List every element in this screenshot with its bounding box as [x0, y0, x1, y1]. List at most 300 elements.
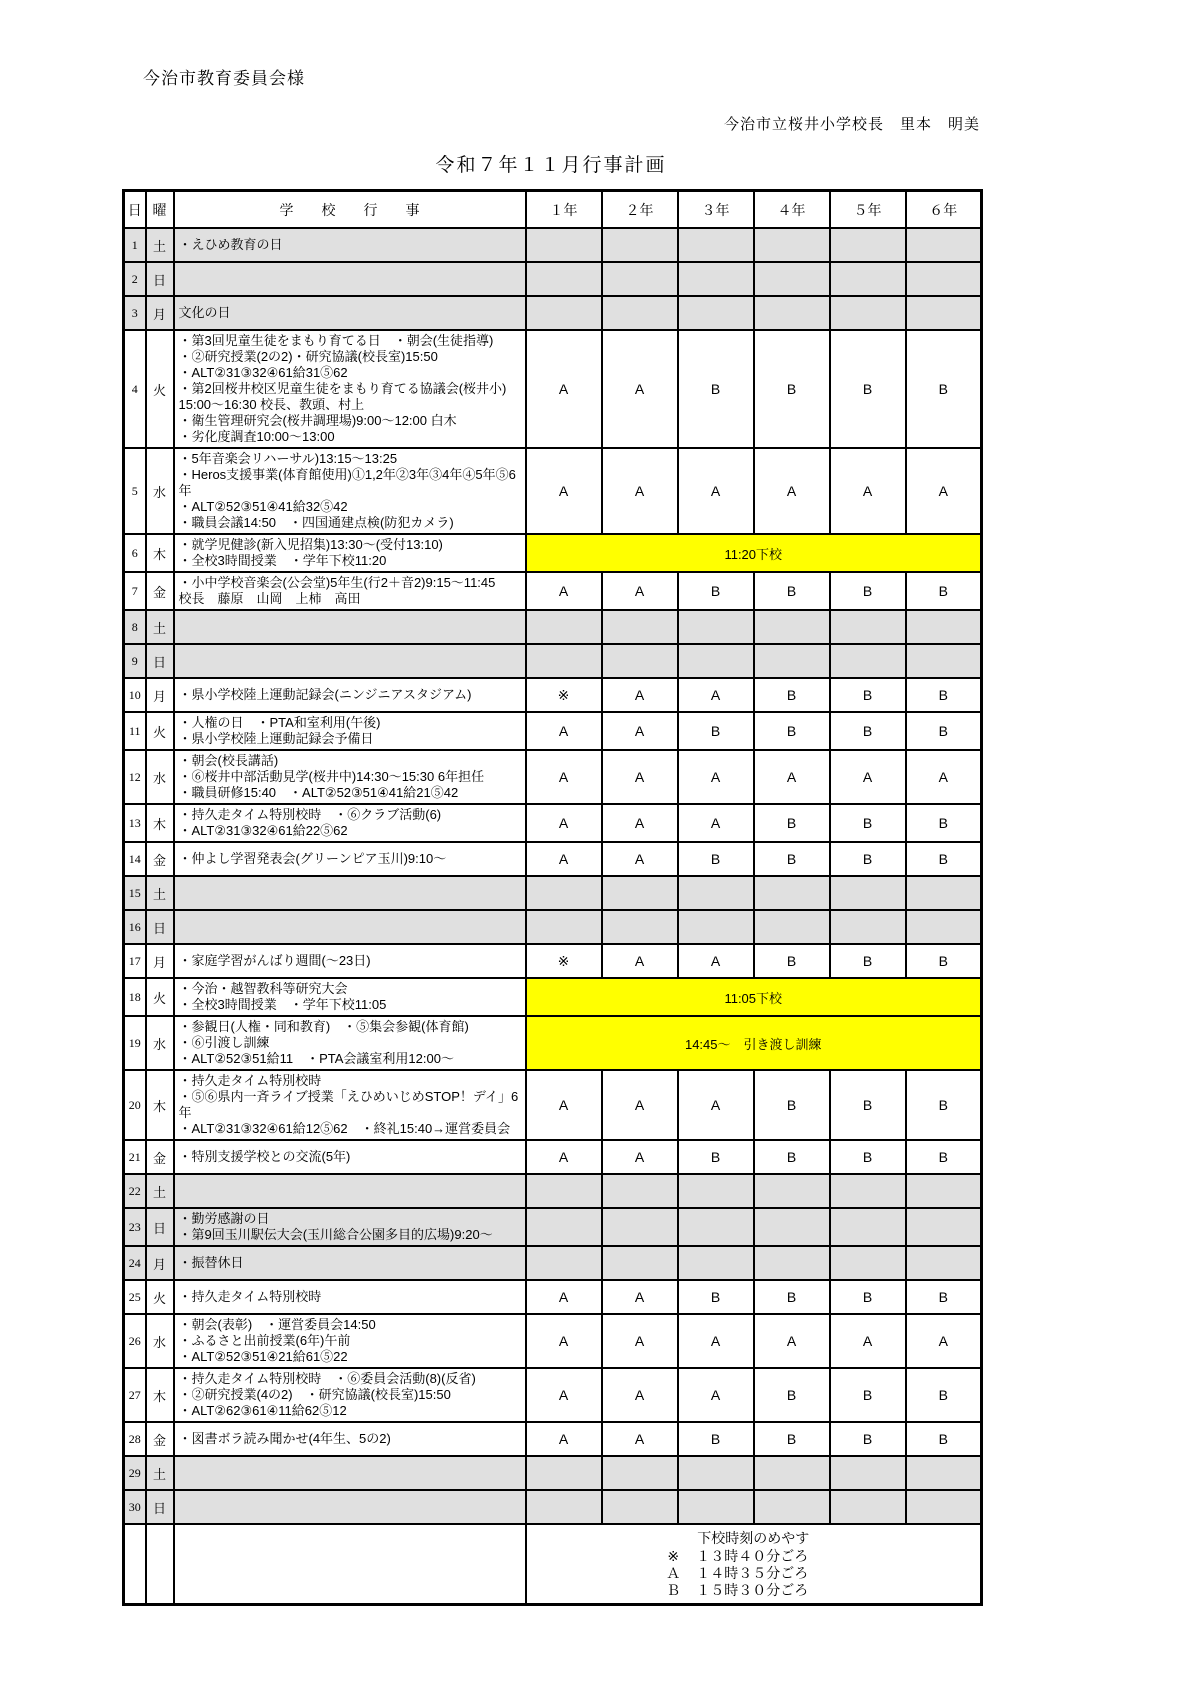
event-line: ・第3回児童生徒をまもり育てる日 ・朝会(生徒指導)	[178, 333, 494, 348]
grade-cell: A	[602, 572, 678, 610]
grade-cell	[602, 1174, 678, 1208]
weekday-cell: 火	[146, 712, 174, 750]
grade-cell	[754, 228, 830, 262]
grade-cell: B	[754, 572, 830, 610]
grade-cell: B	[754, 1070, 830, 1140]
grade-cell: ※	[526, 944, 602, 978]
grade-cell	[602, 876, 678, 910]
event-line: 15:00～16:30 校長、教頭、村上	[178, 397, 365, 412]
grade-cell	[526, 262, 602, 296]
schedule-row	[124, 572, 982, 610]
header-event: 学 校 行 事	[174, 191, 526, 229]
header-grade-1: １年	[526, 191, 602, 229]
event-line: ・えひめ教育の日	[178, 237, 283, 252]
event-line: ・⑥桜井中部活動見学(桜井中)14:30～15:30 6年担任	[178, 769, 485, 784]
grade-cell: A	[526, 804, 602, 842]
event-line: ・就学児健診(新入児招集)13:30～(受付13:10)	[178, 537, 443, 552]
grade-cell: B	[906, 572, 982, 610]
grade-cell: B	[754, 944, 830, 978]
day-cell: 7	[124, 572, 146, 610]
schedule-row	[124, 1422, 982, 1456]
schedule-table	[122, 189, 983, 1606]
weekday-cell: 土	[146, 1174, 174, 1208]
event-cell	[174, 1246, 526, 1280]
grade-cell: A	[526, 750, 602, 804]
grade-cell	[754, 1208, 830, 1246]
grade-cell	[754, 876, 830, 910]
event-cell	[174, 804, 526, 842]
event-cell	[174, 1070, 526, 1140]
grade-cell: B	[830, 1070, 906, 1140]
dismissal-note-symbol: Ｂ	[666, 1584, 681, 1599]
event-cell	[174, 610, 526, 644]
grade-cell: A	[754, 1314, 830, 1368]
event-line: ・ふるさと出前授業(6年)午前	[178, 1333, 351, 1348]
event-line: ・小中学校音楽会(公会堂)5年生(行2＋音2)9:15～11:45	[178, 575, 496, 590]
event-line: ・持久走タイム特別校時	[178, 1289, 322, 1304]
event-line: ・職員会議14:50 ・四国通建点検(防犯カメラ)	[178, 515, 454, 530]
grade-cell	[906, 228, 982, 262]
grade-cell: A	[678, 804, 754, 842]
addressee: 今治市教育委員会様	[143, 69, 305, 88]
weekday-cell: 日	[146, 1490, 174, 1524]
grade-cell	[906, 1246, 982, 1280]
weekday-cell: 土	[146, 610, 174, 644]
grade-cell: A	[602, 448, 678, 534]
grade-cell	[678, 1246, 754, 1280]
grade-cell	[526, 1174, 602, 1208]
event-cell	[174, 1456, 526, 1490]
grade-cell	[830, 644, 906, 678]
schedule-row	[124, 1174, 982, 1208]
grade-cell: B	[678, 1422, 754, 1456]
grade-cell	[754, 1490, 830, 1524]
weekday-cell: 日	[146, 644, 174, 678]
grade-cell: A	[526, 1280, 602, 1314]
grade-cell	[830, 1174, 906, 1208]
dismissal-note-row	[124, 1524, 982, 1605]
grade-cell: A	[526, 1368, 602, 1422]
grade-cell	[678, 228, 754, 262]
event-line: ・5年音楽会リハーサル)13:15～13:25	[178, 451, 398, 466]
grade-cell: A	[602, 678, 678, 712]
event-cell	[174, 572, 526, 610]
event-line: ・職員研修15:40 ・ALT②52③51④41給21⑤42	[178, 785, 459, 800]
dismissal-note-cell	[526, 1524, 982, 1605]
weekday-cell: 土	[146, 1456, 174, 1490]
header-grade-3: ３年	[678, 191, 754, 229]
weekday-cell: 土	[146, 228, 174, 262]
event-line: ・家庭学習がんばり週間(～23日)	[178, 953, 371, 968]
grade-cell	[906, 610, 982, 644]
grade-cell: A	[602, 1422, 678, 1456]
schedule-row	[124, 330, 982, 448]
grade-cell	[754, 644, 830, 678]
grade-cell	[678, 296, 754, 330]
event-cell	[174, 1280, 526, 1314]
grade-cell: A	[906, 1314, 982, 1368]
grade-cell	[754, 1456, 830, 1490]
event-cell	[174, 1422, 526, 1456]
schedule-row	[124, 534, 982, 572]
grade-cell: A	[830, 1314, 906, 1368]
schedule-row	[124, 1368, 982, 1422]
grade-cell	[602, 262, 678, 296]
event-line: ・ALT②52③51④21給61⑤22	[178, 1349, 348, 1364]
event-line: ・ALT②31③32④61給22⑤62	[178, 823, 348, 838]
event-line: ・朝会(校長講話)	[178, 753, 279, 768]
grade-cell: B	[906, 1422, 982, 1456]
day-cell: 11	[124, 712, 146, 750]
grade-cell	[678, 262, 754, 296]
event-cell	[174, 448, 526, 534]
grade-cell	[754, 1174, 830, 1208]
day-cell: 23	[124, 1208, 146, 1246]
grade-cell: A	[526, 1070, 602, 1140]
weekday-cell: 水	[146, 1314, 174, 1368]
grade-cell: B	[754, 1140, 830, 1174]
weekday-cell: 金	[146, 1140, 174, 1174]
day-cell: 6	[124, 534, 146, 572]
weekday-cell: 水	[146, 448, 174, 534]
schedule-row	[124, 1208, 982, 1246]
grade-cell: A	[678, 1070, 754, 1140]
event-line: ・ALT②31③32④61給31⑤62	[178, 365, 348, 380]
grade-cell	[830, 610, 906, 644]
sender-line: 今治市立桜井小学校長 里本 明美	[723, 116, 980, 133]
grade-cell: A	[906, 448, 982, 534]
dismissal-note-time: １５時３０分ごろ	[696, 1584, 809, 1599]
dismissal-note-symbol: Ａ	[666, 1567, 681, 1582]
grade-cell: A	[602, 712, 678, 750]
dismissal-note-line	[527, 1583, 981, 1600]
grade-cell: B	[830, 944, 906, 978]
weekday-cell: 火	[146, 330, 174, 448]
grade-cell	[830, 228, 906, 262]
grade-cell: B	[754, 804, 830, 842]
grade-cell	[906, 296, 982, 330]
weekday-cell: 金	[146, 1422, 174, 1456]
dismissal-note-line	[527, 1549, 981, 1566]
schedule-table-body	[124, 228, 982, 1524]
weekday-cell: 水	[146, 750, 174, 804]
grade-cell	[830, 1490, 906, 1524]
grade-cell	[526, 644, 602, 678]
grade-cell	[906, 910, 982, 944]
grade-cell	[830, 296, 906, 330]
grade-cell	[602, 1246, 678, 1280]
grade-cell: B	[906, 1140, 982, 1174]
grade-cell: A	[526, 1422, 602, 1456]
grade-cell: A	[906, 750, 982, 804]
weekday-cell: 月	[146, 944, 174, 978]
day-cell: 27	[124, 1368, 146, 1422]
grade-cell: B	[906, 1368, 982, 1422]
schedule-row	[124, 978, 982, 1016]
schedule-row	[124, 296, 982, 330]
event-line: ・劣化度調査10:00～13:00	[178, 429, 335, 444]
grade-cell	[602, 228, 678, 262]
event-line: ・⑤⑥県内一斉ライブ授業「えひめいじめSTOP！デイ」6年	[178, 1089, 519, 1120]
dismissal-note-title: 下校時刻のめやす	[697, 1532, 810, 1547]
grade-cell: B	[906, 678, 982, 712]
grade-cell: B	[830, 330, 906, 448]
grade-cell: A	[526, 1140, 602, 1174]
grade-cell: A	[526, 448, 602, 534]
grade-cell: A	[830, 448, 906, 534]
schedule-row	[124, 1016, 982, 1070]
grade-cell: A	[526, 842, 602, 876]
grade-cell: B	[754, 712, 830, 750]
grade-cell: B	[830, 804, 906, 842]
dismissal-note-symbol: ※	[667, 1550, 680, 1565]
grade-cell: A	[678, 750, 754, 804]
event-line: ・県小学校陸上運動記録会予備日	[178, 731, 374, 746]
schedule-row	[124, 1246, 982, 1280]
grade-cell: B	[678, 1140, 754, 1174]
grade-cell	[754, 262, 830, 296]
table-header-row	[124, 191, 982, 229]
grade-cell	[754, 296, 830, 330]
header-grade-6: ６年	[906, 191, 982, 229]
event-cell	[174, 678, 526, 712]
event-cell	[174, 944, 526, 978]
grade-cell: A	[602, 1140, 678, 1174]
header-weekday: 曜	[146, 191, 174, 229]
grade-cell: B	[906, 1280, 982, 1314]
schedule-row	[124, 944, 982, 978]
weekday-cell: 日	[146, 910, 174, 944]
event-line: ・今治・越智教科等研究大会	[178, 981, 348, 996]
header-grade-2: ２年	[602, 191, 678, 229]
grade-cell	[906, 644, 982, 678]
grade-cell: B	[830, 678, 906, 712]
dismissal-highlight-cell: 11:20下校	[526, 534, 982, 572]
grade-cell: A	[602, 842, 678, 876]
grade-cell: A	[526, 712, 602, 750]
day-cell: 19	[124, 1016, 146, 1070]
weekday-cell: 日	[146, 262, 174, 296]
grade-cell: A	[602, 330, 678, 448]
event-cell	[174, 1490, 526, 1524]
weekday-cell: 月	[146, 1246, 174, 1280]
event-cell	[174, 1368, 526, 1422]
event-cell	[174, 978, 526, 1016]
grade-cell: B	[678, 572, 754, 610]
event-cell	[174, 534, 526, 572]
day-cell: 29	[124, 1456, 146, 1490]
event-cell	[174, 750, 526, 804]
grade-cell: B	[830, 1422, 906, 1456]
weekday-cell: 日	[146, 1208, 174, 1246]
grade-cell: A	[602, 1070, 678, 1140]
grade-cell	[830, 262, 906, 296]
weekday-cell: 木	[146, 534, 174, 572]
grade-cell	[830, 1208, 906, 1246]
schedule-row	[124, 1140, 982, 1174]
event-cell	[174, 842, 526, 876]
grade-cell	[526, 610, 602, 644]
grade-cell: B	[678, 842, 754, 876]
event-cell	[174, 330, 526, 448]
day-cell: 12	[124, 750, 146, 804]
weekday-cell: 月	[146, 296, 174, 330]
grade-cell: B	[754, 1422, 830, 1456]
event-cell	[174, 1016, 526, 1070]
grade-cell	[830, 910, 906, 944]
day-cell: 15	[124, 876, 146, 910]
grade-cell	[602, 1208, 678, 1246]
schedule-row	[124, 1280, 982, 1314]
weekday-cell: 月	[146, 678, 174, 712]
grade-cell	[906, 262, 982, 296]
grade-cell	[906, 1490, 982, 1524]
weekday-cell: 水	[146, 1016, 174, 1070]
event-line: ・図書ボラ読み聞かせ(4年生、5の2)	[178, 1431, 391, 1446]
event-line: ・全校3時間授業 ・学年下校11:05	[178, 997, 387, 1012]
grade-cell: A	[602, 1314, 678, 1368]
day-cell: 4	[124, 330, 146, 448]
grade-cell: A	[678, 1368, 754, 1422]
event-line: ・仲よし学習発表会(グリーンピア玉川)9:10～	[178, 851, 447, 866]
grade-cell	[906, 1174, 982, 1208]
grade-cell: B	[754, 1368, 830, 1422]
day-cell: 24	[124, 1246, 146, 1280]
event-line: ・特別支援学校との交流(5年)	[178, 1149, 351, 1164]
event-cell	[174, 1208, 526, 1246]
grade-cell: A	[754, 750, 830, 804]
grade-cell	[602, 610, 678, 644]
grade-cell	[602, 296, 678, 330]
event-line: 文化の日	[178, 305, 231, 320]
dismissal-note-lines	[527, 1549, 981, 1600]
grade-cell: B	[830, 842, 906, 876]
footer-weekday-cell	[146, 1524, 174, 1605]
day-cell: 18	[124, 978, 146, 1016]
grade-cell: B	[830, 1368, 906, 1422]
grade-cell	[678, 1456, 754, 1490]
schedule-row	[124, 262, 982, 296]
header-grade-4: ４年	[754, 191, 830, 229]
grade-cell	[906, 876, 982, 910]
schedule-row	[124, 842, 982, 876]
weekday-cell: 金	[146, 572, 174, 610]
grade-cell	[526, 1490, 602, 1524]
grade-cell: B	[830, 1140, 906, 1174]
day-cell: 9	[124, 644, 146, 678]
grade-cell	[602, 1490, 678, 1524]
grade-cell: B	[754, 1280, 830, 1314]
grade-cell: A	[602, 804, 678, 842]
grade-cell: B	[906, 330, 982, 448]
dismissal-highlight-cell: 11:05下校	[526, 978, 982, 1016]
day-cell: 26	[124, 1314, 146, 1368]
header-day: 日	[124, 191, 146, 229]
grade-cell	[830, 876, 906, 910]
grade-cell: B	[754, 842, 830, 876]
grade-cell: A	[754, 448, 830, 534]
schedule-row	[124, 804, 982, 842]
day-cell: 13	[124, 804, 146, 842]
grade-cell	[526, 910, 602, 944]
grade-cell: B	[678, 1280, 754, 1314]
grade-cell: B	[906, 842, 982, 876]
grade-cell	[526, 1208, 602, 1246]
grade-cell: B	[754, 330, 830, 448]
grade-cell	[678, 644, 754, 678]
grade-cell: A	[602, 750, 678, 804]
grade-cell: A	[602, 944, 678, 978]
event-line: ・人権の日 ・PTA和室利用(午後)	[178, 715, 381, 730]
grade-cell: B	[754, 678, 830, 712]
grade-cell	[526, 228, 602, 262]
event-line: ・持久走タイム特別校時 ・⑥委員会活動(8)(反省)	[178, 1371, 476, 1386]
footer-day-cell	[124, 1524, 146, 1605]
event-line: ・持久走タイム特別校時 ・⑥クラブ活動(6)	[178, 807, 442, 822]
grade-cell: A	[678, 1314, 754, 1368]
grade-cell	[678, 610, 754, 644]
schedule-row	[124, 1314, 982, 1368]
schedule-row	[124, 1070, 982, 1140]
event-cell	[174, 262, 526, 296]
grade-cell: A	[830, 750, 906, 804]
event-line: ・衛生管理研究会(桜井調理場)9:00～12:00 白木	[178, 413, 457, 428]
grade-cell: B	[906, 944, 982, 978]
day-cell: 8	[124, 610, 146, 644]
schedule-row	[124, 228, 982, 262]
weekday-cell: 金	[146, 842, 174, 876]
day-cell: 3	[124, 296, 146, 330]
grade-cell	[678, 1208, 754, 1246]
weekday-cell: 木	[146, 1070, 174, 1140]
schedule-row	[124, 610, 982, 644]
grade-cell: A	[526, 1314, 602, 1368]
schedule-row	[124, 750, 982, 804]
event-cell	[174, 1140, 526, 1174]
event-line: 校長 藤原 山岡 上柿 高田	[178, 591, 361, 606]
grade-cell: A	[602, 1368, 678, 1422]
day-cell: 28	[124, 1422, 146, 1456]
event-line: ・県小学校陸上運動記録会(ニンジニアスタジアム)	[178, 687, 472, 702]
event-line: ・⑥引渡し訓練	[178, 1035, 270, 1050]
day-cell: 10	[124, 678, 146, 712]
day-cell: 16	[124, 910, 146, 944]
event-line: ・第9回玉川駅伝大会(玉川総合公園多目的広場)9:20～	[178, 1227, 493, 1242]
grade-cell	[602, 910, 678, 944]
grade-cell	[678, 876, 754, 910]
weekday-cell: 木	[146, 1368, 174, 1422]
event-cell	[174, 644, 526, 678]
grade-cell	[906, 1456, 982, 1490]
event-line: ・②研究授業(4の2) ・研究協議(校長室)15:50	[178, 1387, 451, 1402]
schedule-row	[124, 876, 982, 910]
grade-cell	[526, 1246, 602, 1280]
schedule-row	[124, 678, 982, 712]
grade-cell: B	[906, 1070, 982, 1140]
grade-cell	[754, 910, 830, 944]
schedule-row	[124, 644, 982, 678]
day-cell: 22	[124, 1174, 146, 1208]
day-cell: 1	[124, 228, 146, 262]
event-cell	[174, 712, 526, 750]
schedule-row	[124, 448, 982, 534]
event-line: ・ALT②62③61④11給62⑤12	[178, 1403, 347, 1418]
dismissal-highlight-cell: 14:45～ 引き渡し訓練	[526, 1016, 982, 1070]
grade-cell	[678, 1490, 754, 1524]
grade-cell: B	[906, 712, 982, 750]
grade-cell: A	[526, 572, 602, 610]
grade-cell: A	[678, 678, 754, 712]
